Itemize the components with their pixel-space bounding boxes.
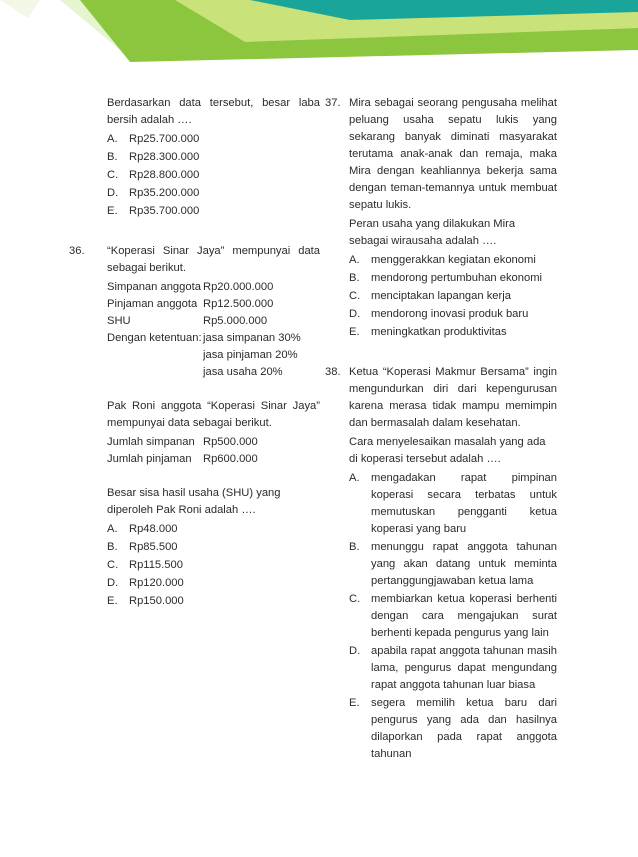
member-intro: Pak Roni anggota “Koperasi Sinar Jaya” mempunyai data sebagai berikut. (107, 400, 320, 429)
question-stem: Berdasarkan data tersebut, besar laba bersih adalah …. (107, 97, 320, 126)
data-row: SHU Rp5.000.000 (107, 315, 268, 327)
option-a[interactable]: A. Rp25.700.000 (107, 133, 200, 145)
option-b[interactable]: B. Rp85.500 (107, 541, 178, 553)
question-35-continuation (88, 95, 320, 220)
option-a[interactable]: A. Rp48.000 (107, 523, 178, 535)
right-column (325, 95, 557, 764)
member-data-table (107, 434, 320, 468)
question-intro: “Koperasi Sinar Jaya” mempunyai data sebagai berikut. (107, 245, 320, 274)
data-row: Pinjaman anggota Rp12.500.000 (107, 298, 274, 310)
question-38 (325, 364, 557, 763)
option-b[interactable]: B. menunggu rapat anggota tahunan yang akan datang untuk meminta pertanggungjawaban ketua lama (349, 541, 557, 587)
data-row: Simpanan anggota Rp20.000.000 (107, 281, 274, 293)
question-36 (69, 243, 320, 610)
option-d[interactable]: D. Rp120.000 (107, 577, 184, 589)
question-prompt: Peran usaha yang dilakukan Mira sebagai wirausaha adalah …. (349, 218, 516, 247)
option-c[interactable]: C. menciptakan lapangan kerja (349, 290, 511, 302)
option-list (349, 470, 557, 763)
option-a[interactable]: A. menggerakkan kegiatan ekonomi (349, 254, 536, 266)
option-list (107, 521, 320, 610)
data-row: jasa pinjaman 20% (203, 349, 298, 361)
question-number: 36. (69, 245, 85, 257)
option-e[interactable]: E. segera memilih ketua baru dari pengurus yang ada dan hasilnya dilaporkan pada rapat anggota tahunan (349, 697, 557, 760)
option-e[interactable]: E. Rp35.700.000 (107, 205, 200, 217)
data-row: Jumlah pinjaman Rp600.000 (107, 453, 258, 465)
option-e[interactable]: E. Rp150.000 (107, 595, 184, 607)
header-banner (0, 0, 638, 70)
option-d[interactable]: D. Rp35.200.000 (107, 187, 200, 199)
left-column (69, 95, 320, 611)
data-row: Dengan ketentuan: jasa simpanan 30% (107, 332, 301, 344)
question-number: 38. (325, 366, 341, 378)
option-e[interactable]: E. meningkatkan produktivitas (349, 326, 507, 338)
question-stem: Mira sebagai seorang pengusaha melihat peluang usaha sepatu lukis yang sekarang banyak diminati masyarakat terutama anak-anak dan remaja, maka Mira dengan keahliannya bekerja sama dengan teman-temannya untuk membuat sepatu lukis. (349, 97, 557, 211)
question-prompt: Besar sisa hasil usaha (SHU) yang diperoleh Pak Roni adalah …. (107, 487, 281, 516)
data-row: jasa usaha 20% (203, 366, 283, 378)
option-b[interactable]: B. mendorong pertumbuhan ekonomi (349, 272, 543, 284)
question-prompt: Cara menyelesaikan masalah yang ada di koperasi tersebut adalah …. (349, 436, 546, 465)
data-row: Jumlah simpanan Rp500.000 (107, 436, 258, 448)
option-d[interactable]: D. apabila rapat anggota tahunan masih lama, pengurus dapat mengundang rapat anggota tahunan luar biasa (349, 645, 557, 691)
question-stem: Ketua “Koperasi Makmur Bersama” ingin mengundurkan diri dari kepengurusan karena merasa tidak mampu memimpin dan bermasalah dalam kesehatan. (349, 366, 557, 429)
option-c[interactable]: C. Rp28.800.000 (107, 169, 200, 181)
option-b[interactable]: B. Rp28.300.000 (107, 151, 200, 163)
option-d[interactable]: D. mendorong inovasi produk baru (349, 308, 529, 320)
option-a[interactable]: A. mengadakan rapat pimpinan koperasi secara terbatas untuk memutuskan pengganti ketua koperasi yang baru (349, 472, 557, 535)
question-37 (325, 95, 557, 341)
option-c[interactable]: C. membiarkan ketua koperasi berhenti dengan cara mengajukan surat berhenti kepada pengurus yang lain (349, 593, 557, 639)
option-c[interactable]: C. Rp115.500 (107, 559, 183, 571)
cooperative-data-table (107, 279, 320, 381)
question-number: 37. (325, 97, 341, 109)
option-list (349, 252, 557, 341)
option-list (107, 131, 320, 220)
